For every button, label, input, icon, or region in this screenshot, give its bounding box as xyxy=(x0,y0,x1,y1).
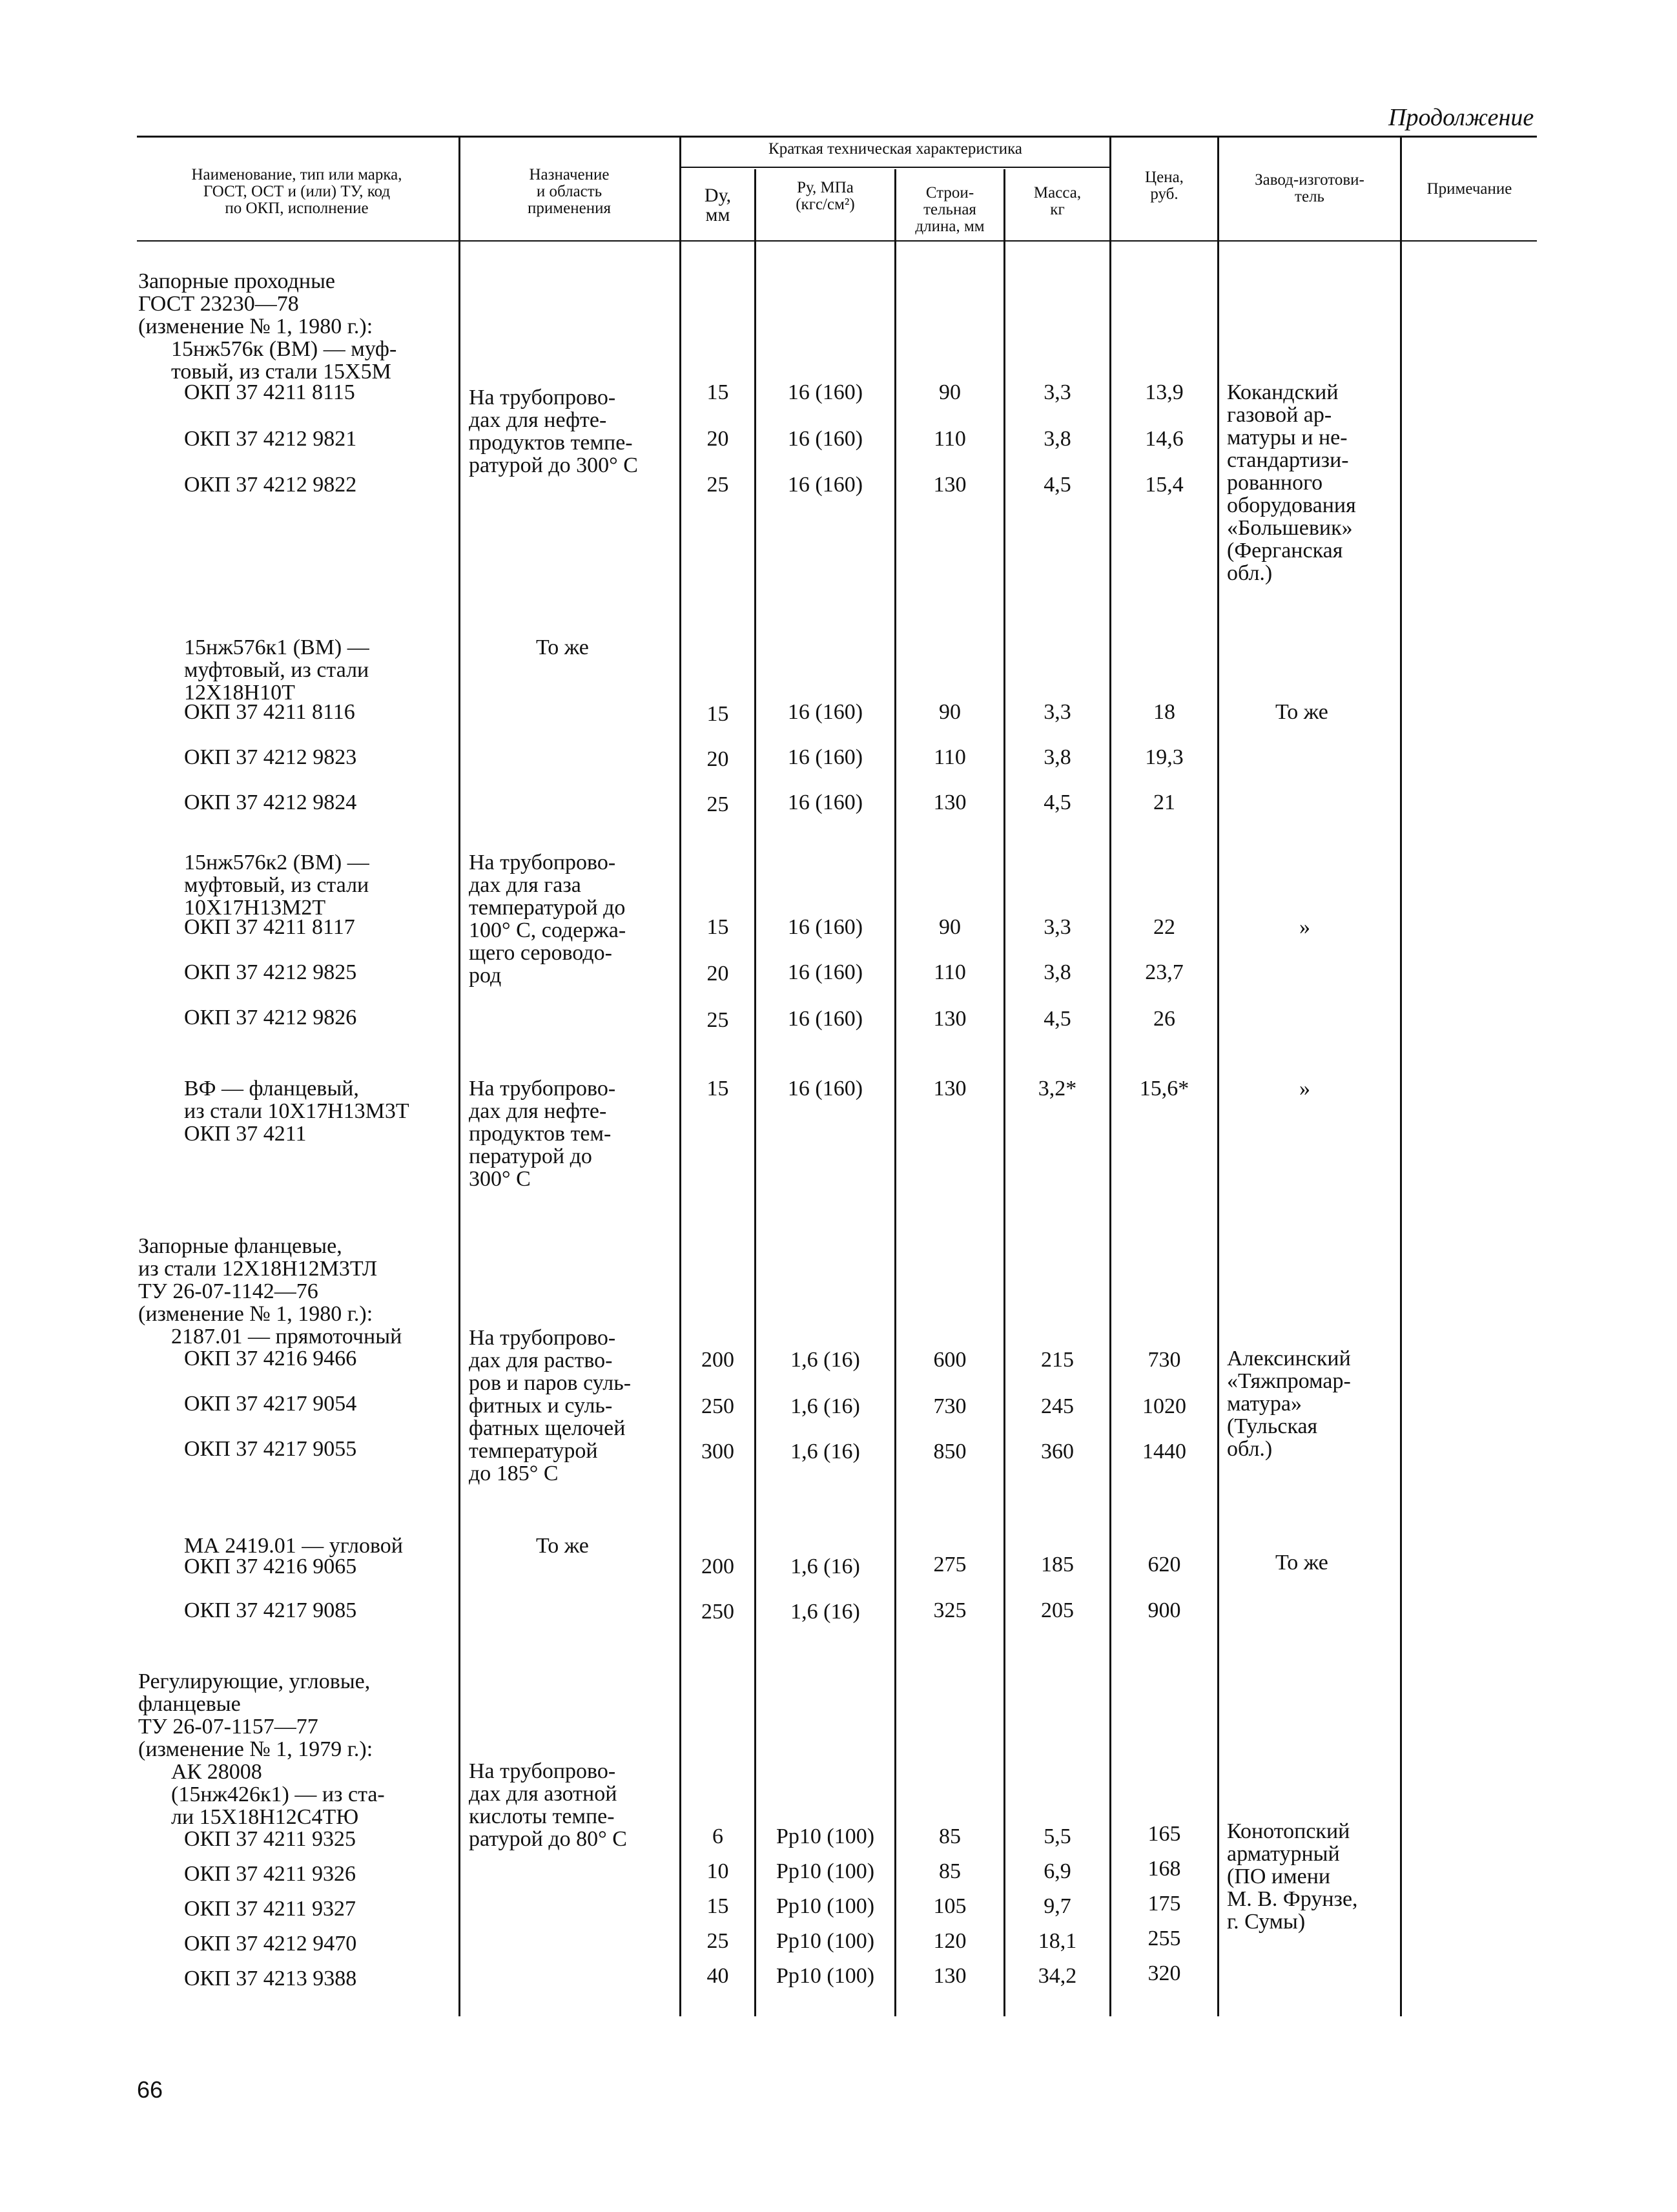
dy-value: 15 xyxy=(706,702,729,726)
price-value: 18 xyxy=(1153,700,1175,724)
item-purpose: То же xyxy=(536,1534,589,1558)
item-maker: Алексинский «Тяжпромар- матура» (Тульская обл.) xyxy=(1227,1347,1351,1461)
dy-value: 15 xyxy=(706,1077,729,1101)
price-value: 14,6 xyxy=(1145,427,1184,451)
price-value: 175 xyxy=(1147,1892,1181,1916)
dy-value: 6 xyxy=(712,1824,723,1848)
item-maker: » xyxy=(1299,1077,1310,1101)
item-purpose: На трубопрово- дах для газа температурой до 100° С, содержа- щего сероводо- род xyxy=(469,851,626,987)
mass-value: 9,7 xyxy=(1044,1894,1071,1918)
dy-value: 40 xyxy=(706,1964,729,1988)
py-value: 16 (160) xyxy=(787,960,863,984)
price-value: 22 xyxy=(1153,915,1175,939)
price-value: 1440 xyxy=(1142,1440,1186,1463)
mass-value: 3,3 xyxy=(1044,915,1071,939)
py-value: 16 (160) xyxy=(787,700,863,724)
price-value: 15,6* xyxy=(1139,1077,1189,1101)
price-value: 620 xyxy=(1147,1553,1181,1576)
length-value: 110 xyxy=(934,960,966,984)
price-value: 900 xyxy=(1147,1598,1181,1622)
length-value: 130 xyxy=(933,1077,967,1101)
item-code: ОКП 37 4212 9823 xyxy=(184,745,357,769)
py-value: 16 (160) xyxy=(787,1077,863,1101)
dy-value: 250 xyxy=(701,1394,734,1418)
py-value: Pр10 (100) xyxy=(776,1894,875,1918)
length-value: 90 xyxy=(939,380,961,404)
item-code: ОКП 37 4216 9466 xyxy=(184,1347,357,1370)
dy-value: 10 xyxy=(706,1859,729,1883)
dy-value: 20 xyxy=(706,747,729,771)
py-value: 16 (160) xyxy=(787,1007,863,1031)
mass-value: 3,8 xyxy=(1044,427,1071,451)
dy-value: 200 xyxy=(701,1348,734,1372)
dy-value: 25 xyxy=(706,1008,729,1032)
item-code: ОКП 37 4213 9388 xyxy=(184,1967,357,1990)
py-value: Pр10 (100) xyxy=(776,1824,875,1848)
mass-value: 34,2 xyxy=(1038,1964,1077,1988)
item-code: ОКП 37 4211 8116 xyxy=(184,700,355,724)
item-code: ОКП 37 4211 9326 xyxy=(184,1862,356,1886)
price-value: 165 xyxy=(1147,1822,1181,1846)
item-code: ОКП 37 4211 8117 xyxy=(184,915,355,939)
item-code: ОКП 37 4212 9824 xyxy=(184,791,357,814)
column-divider xyxy=(1217,137,1219,2016)
item-maker: » xyxy=(1299,915,1310,939)
price-value: 13,9 xyxy=(1145,380,1184,404)
header-purpose: Назначение и область применения xyxy=(528,166,611,217)
length-value: 90 xyxy=(939,700,961,724)
py-value: 16 (160) xyxy=(787,380,863,404)
price-value: 15,4 xyxy=(1145,473,1184,497)
py-value: 16 (160) xyxy=(787,791,863,814)
price-value: 21 xyxy=(1153,791,1175,814)
mass-value: 360 xyxy=(1041,1440,1074,1463)
header-bottom-rule xyxy=(137,240,1537,242)
item-purpose: На трубопрово- дах для раство- ров и паров суль- фитных и суль- фатных щелочей температурой до 185° С xyxy=(469,1326,632,1485)
item-code: ОКП 37 4217 9054 xyxy=(184,1392,357,1416)
price-value: 320 xyxy=(1147,1961,1181,1985)
mass-value: 3,8 xyxy=(1044,745,1071,769)
dy-value: 25 xyxy=(706,1929,729,1953)
item-code: ОКП 37 4212 9822 xyxy=(184,473,357,497)
item-maker: Конотопский арматурный (ПО имени М. В. Фрунзе, г. Сумы) xyxy=(1227,1819,1358,1934)
dy-value: 250 xyxy=(701,1600,734,1624)
item-purpose: На трубопрово- дах для азотной кислоты темпе- ратурой до 80° С xyxy=(469,1759,627,1851)
mass-value: 3,8 xyxy=(1044,960,1071,984)
py-value: Pр10 (100) xyxy=(776,1929,875,1953)
mass-value: 185 xyxy=(1041,1553,1074,1576)
item-code: ОКП 37 4212 9821 xyxy=(184,427,357,451)
length-value: 275 xyxy=(933,1553,967,1576)
item-purpose: То же xyxy=(536,636,589,659)
item-code: ОКП 37 4212 9826 xyxy=(184,1006,357,1029)
item-name: Запорные проходные ГОСТ 23230—78 (изменение № 1, 1980 г.): 15нж576к (ВМ) — муф- товый, из стали 15Х5М xyxy=(138,269,397,384)
mass-value: 18,1 xyxy=(1038,1929,1077,1953)
continuation-label: Продолжение xyxy=(1388,104,1534,131)
mass-value: 245 xyxy=(1041,1394,1074,1418)
dy-value: 15 xyxy=(706,915,729,939)
group-header-rule xyxy=(681,167,1109,168)
item-name: 15нж576к1 (ВМ) — муфтовый, из стали 12Х18Н10Т xyxy=(184,636,369,705)
dy-value: 25 xyxy=(706,792,729,816)
header-mass: Масса, кг xyxy=(1033,184,1082,218)
mass-value: 6,9 xyxy=(1044,1859,1071,1883)
length-value: 110 xyxy=(934,427,966,451)
length-value: 730 xyxy=(933,1394,967,1418)
header-note: Примечание xyxy=(1426,180,1512,198)
item-maker: Кокандский газовой ар- матуры и не- стандартизи- рованного оборудования «Большевик» (Ферганская обл.) xyxy=(1227,380,1356,585)
item-name: Запорные фланцевые, из стали 12Х18Н12М3ТЛ ТУ 26-07-1142—76 (изменение № 1, 1980 г.): 2187.01 — прямоточный xyxy=(138,1234,402,1349)
header-length: Строи- тельная длина, мм xyxy=(915,184,985,235)
dy-value: 15 xyxy=(706,380,729,404)
item-name: ВФ — фланцевый, из стали 10Х17Н13М3Т ОКП 37 4211 xyxy=(184,1077,409,1146)
length-value: 110 xyxy=(934,745,966,769)
item-purpose: На трубопрово- дах для нефте- продуктов темпе- ратурой до 300° С xyxy=(469,386,638,477)
column-divider xyxy=(458,137,460,2016)
length-value: 130 xyxy=(933,1007,967,1031)
page-number: 66 xyxy=(137,2076,163,2103)
column-divider xyxy=(679,137,681,2016)
length-value: 130 xyxy=(933,1964,967,1988)
mass-value: 215 xyxy=(1041,1348,1074,1372)
item-name: Регулирующие, угловые, фланцевые ТУ 26-07-1157—77 (изменение № 1, 1979 г.): АК 28008 (15нж426к1) — из ста- ли 15Х18Н12С4ТЮ xyxy=(138,1669,385,1829)
item-code: ОКП 37 4212 9470 xyxy=(184,1932,357,1956)
py-value: 1,6 (16) xyxy=(790,1348,860,1372)
item-code: ОКП 37 4211 9325 xyxy=(184,1827,356,1851)
mass-value: 4,5 xyxy=(1044,1007,1071,1031)
price-value: 23,7 xyxy=(1145,960,1184,984)
length-value: 130 xyxy=(933,473,967,497)
dy-value: 25 xyxy=(706,473,729,497)
header-name: Наименование, тип или марка, ГОСТ, ОСТ и (или) ТУ, код по ОКП, исполнение xyxy=(191,166,402,217)
mass-value: 205 xyxy=(1041,1598,1074,1622)
py-value: 16 (160) xyxy=(787,745,863,769)
header-maker: Завод-изготови- тель xyxy=(1255,171,1364,205)
py-value: 16 (160) xyxy=(787,473,863,497)
dy-value: 20 xyxy=(706,427,729,451)
mass-value: 3,3 xyxy=(1044,700,1071,724)
length-value: 130 xyxy=(933,791,967,814)
item-maker: То же xyxy=(1275,700,1328,724)
item-name: 15нж576к2 (ВМ) — муфтовый, из стали 10Х17Н13М2Т xyxy=(184,851,369,920)
py-value: 1,6 (16) xyxy=(790,1600,860,1624)
py-value: 16 (160) xyxy=(787,915,863,939)
item-code: ОКП 37 4217 9055 xyxy=(184,1437,357,1461)
item-code: ОКП 37 4212 9825 xyxy=(184,960,357,984)
mass-value: 5,5 xyxy=(1044,1824,1071,1848)
item-code: ОКП 37 4217 9085 xyxy=(184,1598,357,1622)
py-value: 16 (160) xyxy=(787,427,863,451)
header-price: Цена, руб. xyxy=(1145,169,1184,203)
py-value: 1,6 (16) xyxy=(790,1394,860,1418)
py-value: Pр10 (100) xyxy=(776,1859,875,1883)
py-value: 1,6 (16) xyxy=(790,1440,860,1463)
py-value: 1,6 (16) xyxy=(790,1555,860,1578)
length-value: 85 xyxy=(939,1824,961,1848)
dy-value: 300 xyxy=(701,1440,734,1463)
length-value: 600 xyxy=(933,1348,967,1372)
dy-value: 200 xyxy=(701,1555,734,1578)
mass-value: 4,5 xyxy=(1044,791,1071,814)
item-maker: То же xyxy=(1275,1551,1328,1575)
mass-value: 3,2* xyxy=(1038,1077,1077,1101)
price-value: 730 xyxy=(1147,1348,1181,1372)
dy-value: 15 xyxy=(706,1894,729,1918)
length-value: 105 xyxy=(933,1894,967,1918)
item-name: МА 2419.01 — угловой xyxy=(184,1534,403,1558)
column-divider xyxy=(1109,137,1111,2016)
length-value: 850 xyxy=(933,1440,967,1463)
column-divider xyxy=(1400,137,1402,2016)
length-value: 85 xyxy=(939,1859,961,1883)
price-value: 19,3 xyxy=(1145,745,1184,769)
mass-value: 4,5 xyxy=(1044,473,1071,497)
price-value: 168 xyxy=(1147,1857,1181,1881)
item-purpose: На трубопрово- дах для нефте- продуктов тем- пературой до 300° С xyxy=(469,1077,616,1191)
item-code: ОКП 37 4211 8115 xyxy=(184,380,355,404)
header-py: Pу, МПа (кгс/см²) xyxy=(796,179,855,213)
header-tech-group: Краткая техническая характеристика xyxy=(768,140,1022,158)
length-value: 325 xyxy=(933,1598,967,1622)
item-code: ОКП 37 4211 9327 xyxy=(184,1897,356,1921)
price-value: 26 xyxy=(1153,1007,1175,1031)
table-top-rule xyxy=(137,136,1537,138)
price-value: 1020 xyxy=(1142,1394,1186,1418)
price-value: 255 xyxy=(1147,1927,1181,1950)
dy-value: 20 xyxy=(706,962,729,986)
item-code: ОКП 37 4216 9065 xyxy=(184,1555,357,1578)
header-dy: Dу, мм xyxy=(704,185,732,225)
py-value: Pр10 (100) xyxy=(776,1964,875,1988)
length-value: 90 xyxy=(939,915,961,939)
mass-value: 3,3 xyxy=(1044,380,1071,404)
length-value: 120 xyxy=(933,1929,967,1953)
